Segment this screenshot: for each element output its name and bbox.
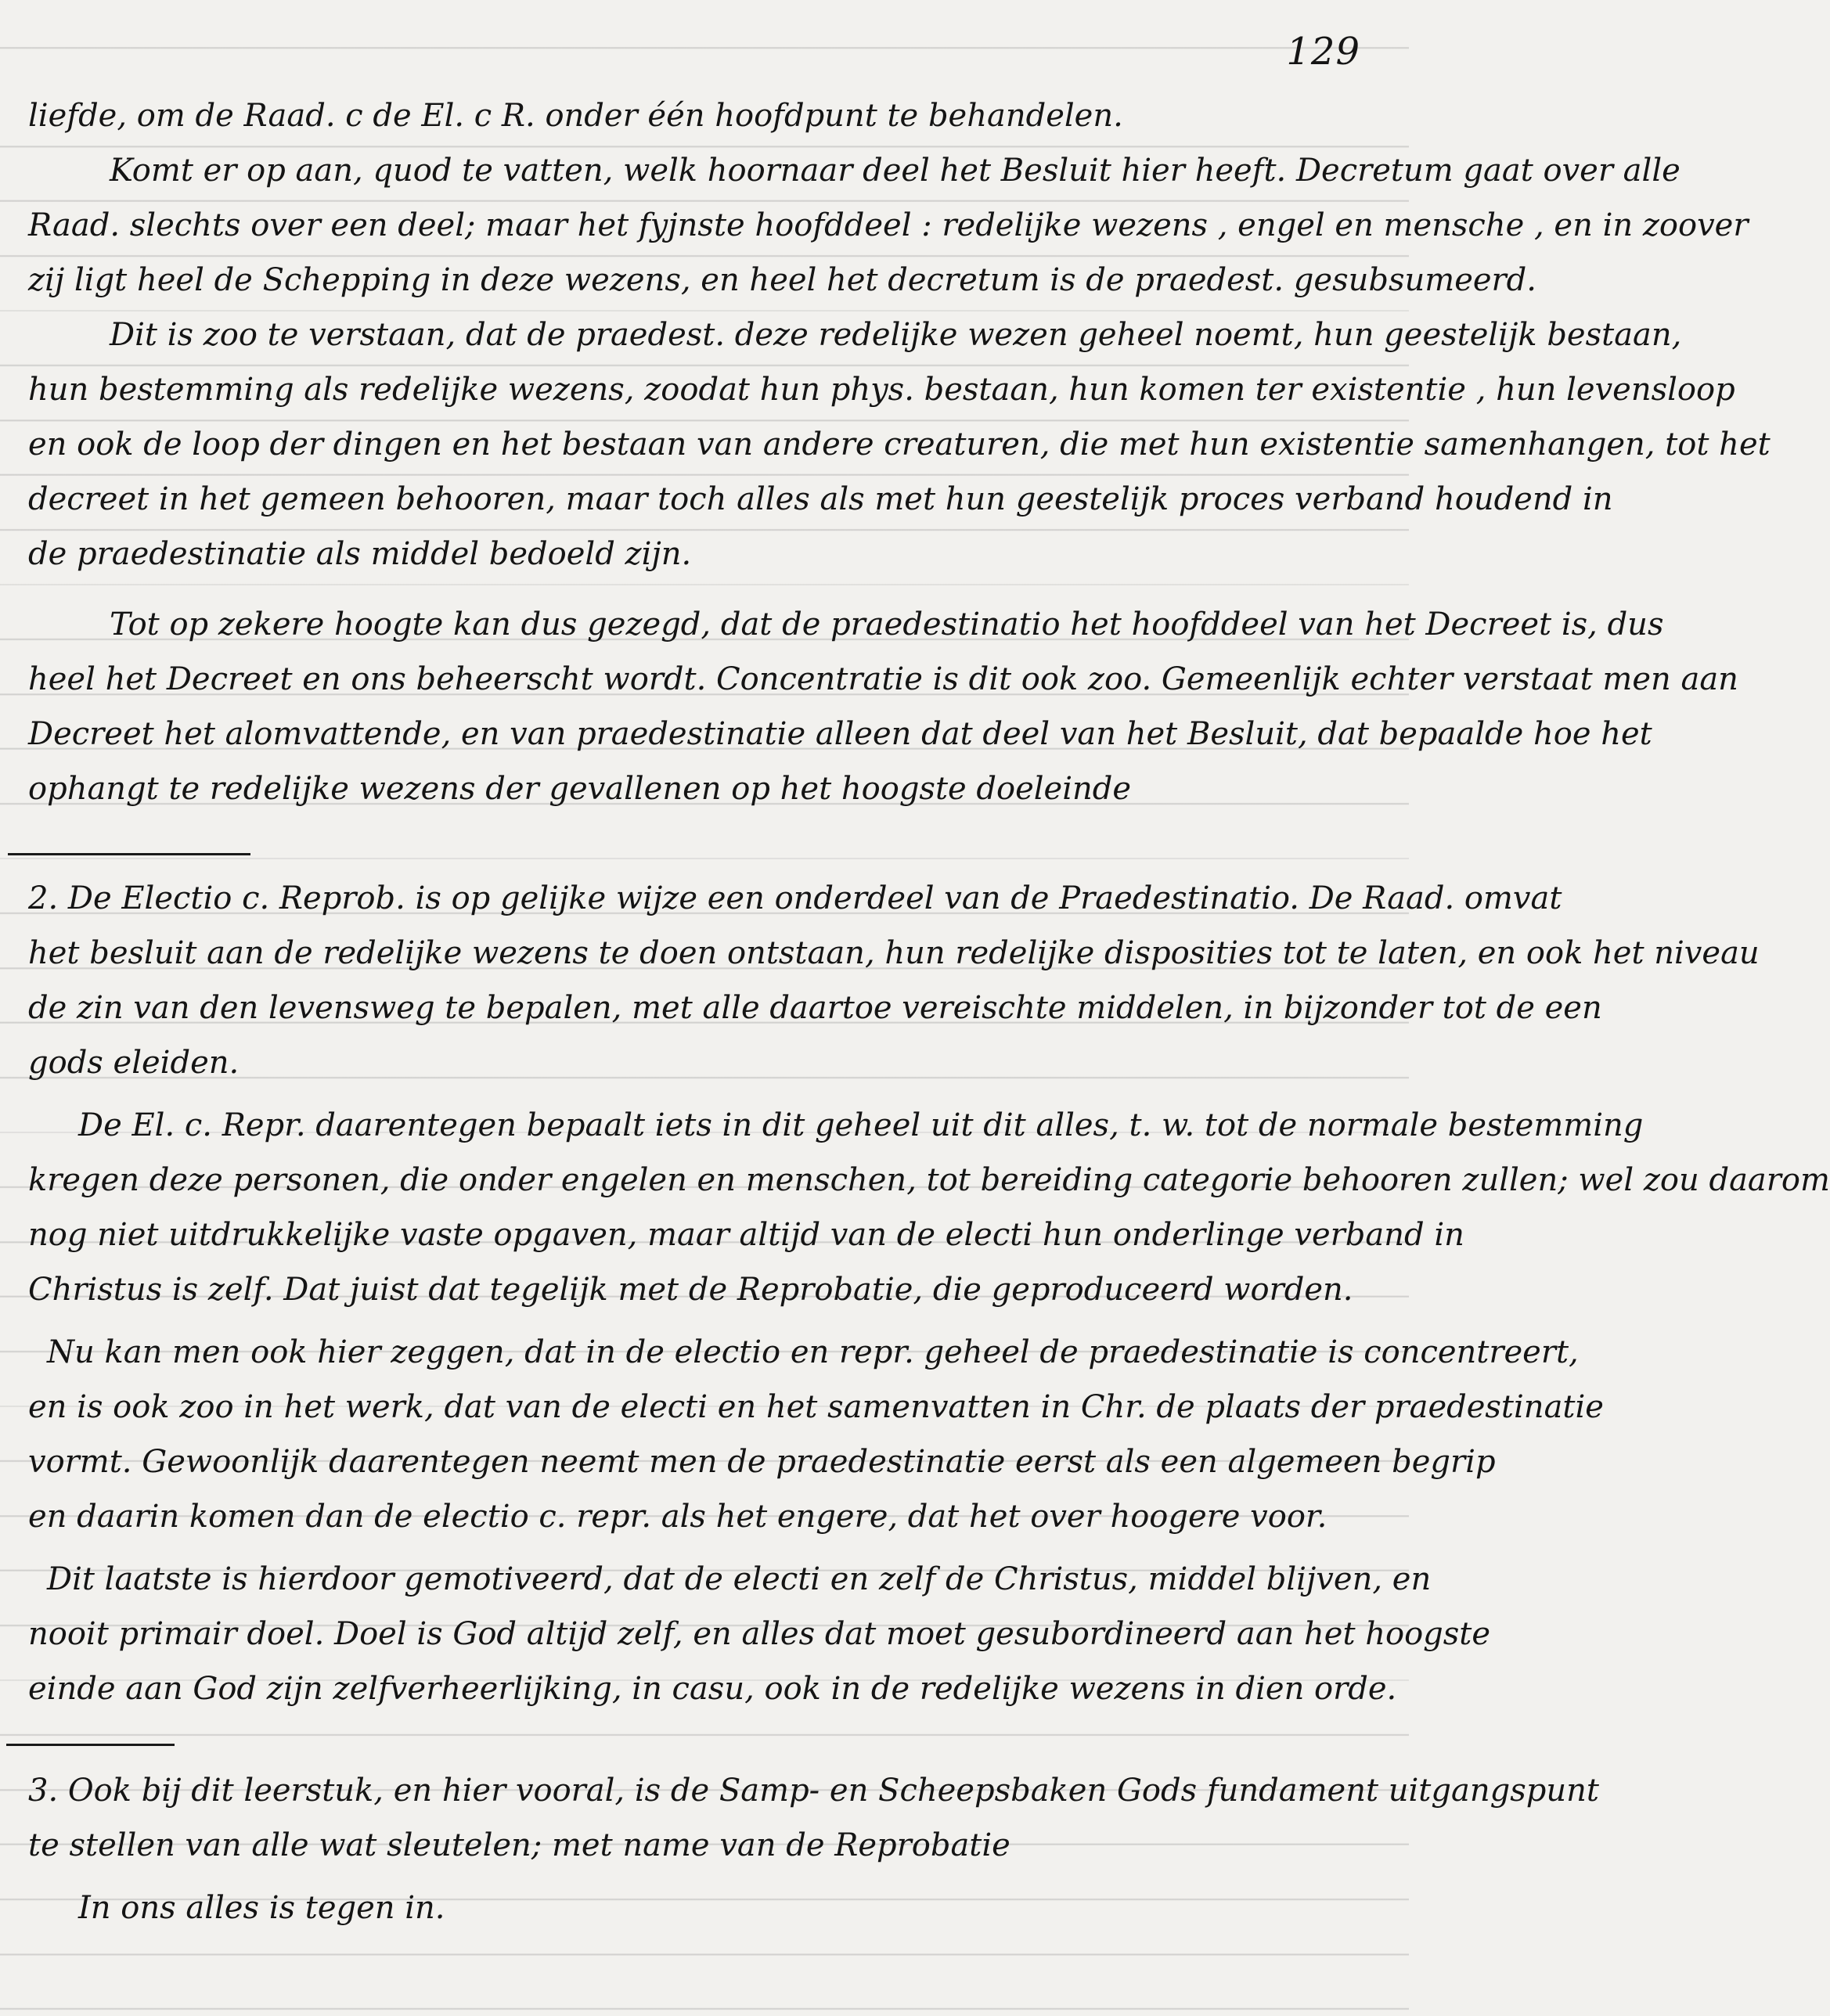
manuscript-line: De El. c. Repr. daarentegen bepaalt iets in dit geheel uit dit alles, t. w. tot de normale bestemming: [78, 1107, 1644, 1143]
manuscript-line: hun bestemming als redelijke wezens, zoodat hun phys. bestaan, hun komen ter existentie , hun levensloop: [28, 372, 1735, 408]
manuscript-line: Komt er op aan, quod te vatten, welk hoornaar deel het Besluit hier heeft. Decretum gaat over alle: [110, 153, 1681, 189]
page-number: 129: [1286, 30, 1360, 74]
manuscript-line: te stellen van alle wat sleutelen; met name van de Reprobatie: [28, 1827, 1010, 1863]
manuscript-line: 2. De Electio c. Reprob. is op gelijke wijze een onderdeel van de Praedestinatio. De Raad. omvat: [28, 880, 1562, 916]
manuscript-line: decreet in het gemeen behooren, maar toch alles als met hun geestelijk proces verband houdend in: [28, 481, 1613, 517]
manuscript-line: kregen deze personen, die onder engelen en menschen, tot bereiding categorie behooren zullen; wel zou daarom: [28, 1162, 1830, 1198]
manuscript-line: 3. Ook bij dit leerstuk, en hier vooral, is de Samp- en Scheepsbaken Gods fundament uitgangspunt: [28, 1773, 1599, 1809]
manuscript-line: ophangt te redelijke wezens der gevallenen op het hoogste doeleinde: [28, 771, 1132, 807]
manuscript-line: de zin van den levensweg te bepalen, met alle daartoe vereischte middelen, in bijzonder tot de een: [28, 990, 1602, 1026]
manuscript-line: en ook de loop der dingen en het bestaan van andere creaturen, die met hun existentie samenhangen, tot het: [28, 427, 1771, 463]
manuscript-line: Decreet het alomvattende, en van praedestinatie alleen dat deel van het Besluit, dat bepaalde hoe het: [28, 716, 1652, 752]
manuscript-line: nog niet uitdrukkelijke vaste opgaven, maar altijd van de electi hun onderlinge verband in: [28, 1217, 1464, 1253]
manuscript-line: liefde, om de Raad. c de El. c R. onder één hoofdpunt te behandelen.: [28, 98, 1123, 134]
manuscript-line: de praedestinatie als middel bedoeld zijn.: [28, 536, 692, 572]
manuscript-line: het besluit aan de redelijke wezens te doen ontstaan, hun redelijke disposities tot te laten, en ook het niveau: [28, 935, 1760, 971]
manuscript-line: Nu kan men ook hier zeggen, dat in de electio en repr. geheel de praedestinatie is concentreert,: [47, 1334, 1579, 1370]
manuscript-line: en daarin komen dan de electio c. repr. als het engere, dat het over hoogere voor.: [28, 1499, 1327, 1535]
manuscript-line: nooit primair doel. Doel is God altijd zelf, en alles dat moet gesubordineerd aan het hoogste: [28, 1616, 1491, 1652]
manuscript-line: In ons alles is tegen in.: [78, 1890, 445, 1926]
manuscript-line: gods eleiden.: [28, 1045, 240, 1081]
manuscript-line: Raad. slechts over een deel; maar het fyjnste hoofddeel : redelijke wezens , engel en mensche , en in zoover: [28, 207, 1749, 243]
section-divider: [6, 1744, 175, 1746]
manuscript-line: zij ligt heel de Schepping in deze wezens, en heel het decretum is de praedest. gesubsumeerd.: [28, 262, 1536, 298]
section-divider: [8, 853, 250, 855]
manuscript-line: en is ook zoo in het werk, dat van de electi en het samenvatten in Chr. de plaats der praedestinatie: [28, 1389, 1604, 1425]
manuscript-line: einde aan God zijn zelfverheerlijking, in casu, ook in de redelijke wezens in dien orde.: [28, 1671, 1397, 1707]
manuscript-line: Dit is zoo te verstaan, dat de praedest. deze redelijke wezen geheel noemt, hun geestelijk bestaan,: [110, 317, 1682, 353]
manuscript-line: vormt. Gewoonlijk daarentegen neemt men de praedestinatie eerst als een algemeen begrip: [28, 1444, 1496, 1480]
manuscript-line: heel het Decreet en ons beheerscht wordt. Concentratie is dit ook zoo. Gemeenlijk echter verstaat men aan: [28, 661, 1738, 697]
manuscript-line: Christus is zelf. Dat juist dat tegelijk met de Reprobatie, die geproduceerd worden.: [28, 1272, 1353, 1308]
manuscript-line: Tot op zekere hoogte kan dus gezegd, dat de praedestinatio het hoofddeel van het Decreet is, dus: [110, 607, 1664, 643]
manuscript-line: Dit laatste is hierdoor gemotiveerd, dat de electi en zelf de Christus, middel blijven, en: [47, 1561, 1432, 1597]
